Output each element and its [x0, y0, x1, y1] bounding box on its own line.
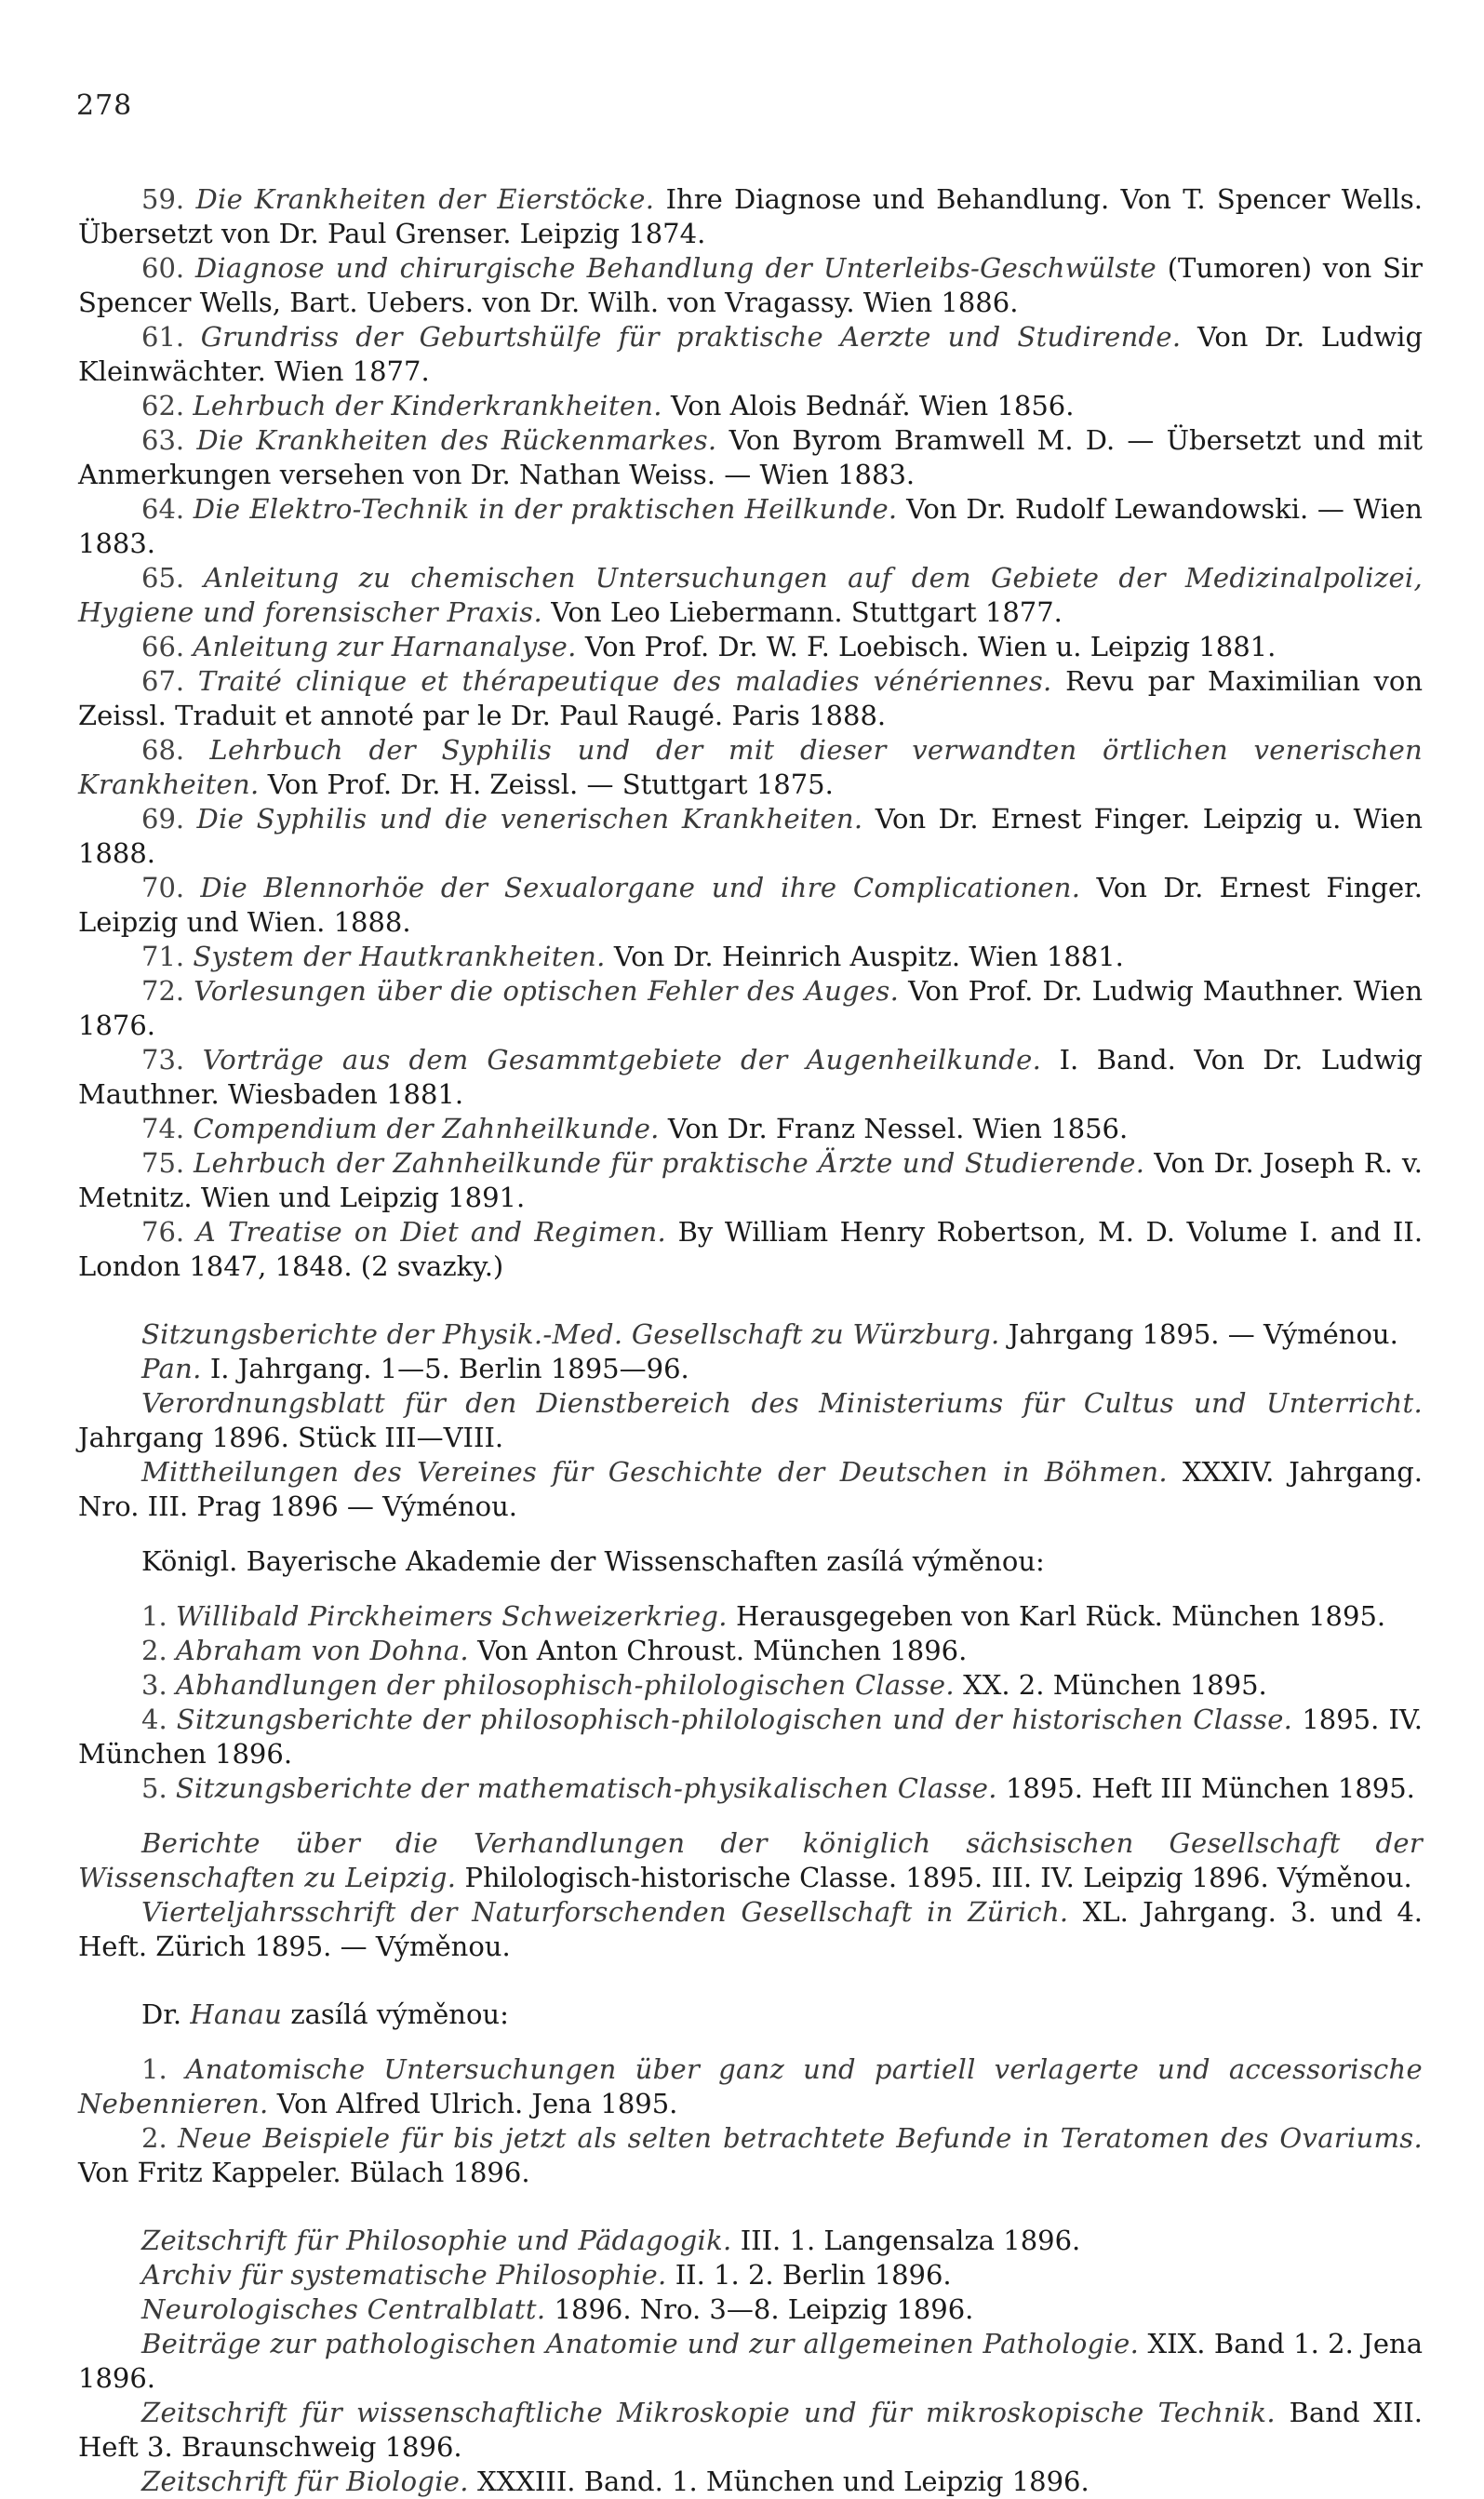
entry-number: 66.	[141, 631, 185, 662]
hanau-intro-name: Hanau	[190, 1998, 283, 2030]
entry-number: 63.	[141, 424, 185, 456]
entry-number: 68.	[141, 734, 185, 766]
entry-title: Verordnungsblatt für den Dienstbereich des Ministeriums für Cultus und Unterricht.	[141, 1387, 1423, 1419]
bibliography-entry	[78, 1317, 1423, 1352]
entry-number: 2.	[141, 1635, 167, 1666]
journal-list	[78, 2224, 1423, 2499]
entry-title: Sitzungsberichte der Physik.-Med. Gesellschaft zu Würzburg.	[141, 1318, 1000, 1350]
entry-number: 4.	[141, 1704, 167, 1735]
entry-title: Lehrbuch der Syphilis und der mit dieser verwandten örtlichen venerischen Krankheiten.	[78, 734, 1424, 800]
bibliography-entry	[78, 1703, 1423, 1771]
hanau-list	[78, 2052, 1423, 2190]
bibliography-entry	[78, 182, 1423, 251]
entry-title: Zeitschrift für wissenschaftliche Mikroskopie und für mikroskopische Technik.	[141, 2397, 1276, 2428]
bibliography-entry	[78, 2121, 1423, 2190]
entry-details: Jahrgang 1895. — Výménou.	[1008, 1318, 1398, 1350]
entry-details: Von Leo Liebermann. Stuttgart 1877.	[551, 596, 1063, 628]
entry-title: Grundriss der Geburtshülfe für praktische Aerzte und Studirende.	[200, 321, 1182, 353]
exchange-list-2	[78, 1826, 1423, 1964]
bibliography-entry	[78, 802, 1423, 871]
entry-number: 74.	[141, 1113, 185, 1144]
entry-title: Zeitschrift für Philosophie und Pädagogik.	[141, 2225, 732, 2256]
entry-title: Mittheilungen des Vereines für Geschichte der Deutschen in Böhmen.	[141, 1456, 1168, 1488]
bibliography-entry	[78, 1455, 1423, 1524]
bibliography-entry	[78, 1668, 1423, 1703]
bibliography-entry	[78, 630, 1423, 664]
bibliography-entry	[78, 940, 1423, 974]
entry-title: Sitzungsberichte der mathematisch-physikalischen Classe.	[175, 1772, 997, 1804]
entry-details: Von Dr. Rudolf Lewandowski. — Wien 1883.	[78, 493, 1423, 559]
academy-intro: Königl. Bayerische Akademie der Wissenschaften zasílá výměnou:	[141, 1545, 1045, 1577]
entry-number: 2.	[141, 2122, 167, 2154]
entry-details: I. Band. Von Dr. Ludwig Mauthner. Wiesbaden 1881.	[78, 1044, 1423, 1110]
entry-details: I. Jahrgang. 1—5. Berlin 1895—96.	[209, 1353, 689, 1384]
entry-details: Von Prof. Dr. H. Zeissl. — Stuttgart 1875.	[267, 768, 834, 800]
entry-details: III. 1. Langensalza 1896.	[740, 2225, 1081, 2256]
entry-title: Lehrbuch der Kinderkrankheiten.	[193, 390, 662, 421]
entry-title: Compendium der Zahnheilkunde.	[193, 1113, 660, 1144]
entry-title: Archiv für systematische Philosophie.	[141, 2259, 667, 2291]
entry-details: Von Dr. Ernest Finger. Leipzig u. Wien 1888.	[78, 803, 1424, 869]
entry-number: 71.	[141, 941, 185, 972]
bibliography-entry	[78, 1895, 1423, 1964]
entry-title: Berichte über die Verhandlungen der königlich sächsischen Gesellschaft der Wissenschaften zu Leipzig.	[78, 1827, 1423, 1893]
entry-details: 1895. Heft III München 1895.	[1005, 1772, 1415, 1804]
entry-details: Von Alfred Ulrich. Jena 1895.	[276, 2088, 678, 2119]
entry-title: Die Blennorhöe der Sexualorgane und ihre Complicationen.	[200, 872, 1081, 903]
entry-details: XXXIII. Band. 1. München und Leipzig 1896.	[477, 2466, 1090, 2497]
entry-title: Die Elektro-Technik in der praktischen Heilkunde.	[193, 493, 898, 525]
entry-details: Von Dr. Joseph R. v. Metnitz. Wien und Leipzig 1891.	[78, 1147, 1424, 1213]
bibliography-entry	[78, 2052, 1423, 2121]
entry-details: Von Prof. Dr. Ludwig Mauthner. Wien 1876.	[78, 975, 1423, 1041]
entry-number: 5.	[141, 1772, 167, 1804]
entry-number: 73.	[141, 1044, 185, 1076]
entry-title: Willibald Pirckheimers Schweizerkrieg.	[175, 1600, 728, 1632]
bibliography-entry	[78, 2258, 1423, 2292]
hanau-intro	[78, 1998, 1423, 2032]
entry-title: Beiträge zur pathologischen Anatomie und zur allgemeinen Pathologie.	[141, 2328, 1140, 2359]
entry-details: Band XII. Heft 3. Braunschweig 1896.	[78, 2397, 1423, 2463]
entry-title: Abhandlungen der philosophisch-philologischen Classe.	[175, 1669, 955, 1701]
entry-title: Die Syphilis und die venerischen Krankheiten.	[196, 803, 863, 835]
bibliography-entry	[78, 2327, 1423, 2396]
bibliography-entry	[78, 733, 1423, 802]
bibliography-entry	[78, 1043, 1423, 1112]
bibliography-entry	[78, 1634, 1423, 1668]
entry-details: Von Dr. Ernest Finger. Leipzig und Wien. 1888.	[78, 872, 1424, 938]
entry-details: XX. 2. München 1895.	[963, 1669, 1267, 1701]
entry-details: Von Fritz Kappeler. Bülach 1896.	[78, 2157, 530, 2188]
exchange-list-1	[78, 1317, 1423, 1524]
entry-details: 1896. Nro. 3—8. Leipzig 1896.	[554, 2293, 974, 2325]
bibliography-entry	[78, 423, 1423, 492]
entry-number: 67.	[141, 665, 185, 697]
bibliography-entry	[78, 974, 1423, 1043]
entry-details: 1895. IV. München 1896.	[78, 1704, 1423, 1770]
entry-details: Ihre Diagnose und Behandlung. Von T. Spencer Wells. Übersetzt von Dr. Paul Grenser. Leipzig 1874.	[78, 183, 1423, 249]
entry-details: Von Prof. Dr. W. F. Loebisch. Wien u. Leipzig 1881.	[584, 631, 1277, 662]
entry-details: Von Dr. Heinrich Auspitz. Wien 1881.	[613, 941, 1124, 972]
bibliography-entry	[78, 1112, 1423, 1146]
bibliography-entry	[78, 320, 1423, 389]
entry-title: Die Krankheiten des Rückenmarkes.	[196, 424, 717, 456]
entry-details: XL. Jahrgang. 3. und 4. Heft. Zürich 1895. — Výměnou.	[78, 1896, 1423, 1962]
entry-details: II. 1. 2. Berlin 1896.	[675, 2259, 952, 2291]
entry-title: Anatomische Untersuchungen über ganz und partiell verlagerte und accessorische Nebennieren.	[78, 2053, 1423, 2119]
entry-number: 1.	[141, 1600, 167, 1632]
hanau-intro-prefix: Dr.	[141, 1998, 182, 2030]
entry-title: Anleitung zur Harnanalyse.	[193, 631, 577, 662]
bibliography-entry	[78, 1352, 1423, 1386]
bibliography-entry	[78, 871, 1423, 940]
entry-details: Von Byrom Bramwell M. D. — Übersetzt und mit Anmerkungen versehen von Dr. Nathan Weiss. — Wien 1883.	[78, 424, 1424, 490]
entry-title: Vorlesungen über die optischen Fehler des Auges.	[194, 975, 900, 1007]
entry-title: Diagnose und chirurgische Behandlung der Unterleibs-Geschwülste	[194, 252, 1157, 284]
entry-title: Pan.	[141, 1353, 202, 1384]
bibliography-entry	[78, 2396, 1423, 2465]
entry-details: Von Anton Chroust. München 1896.	[477, 1635, 968, 1666]
bibliography-entry	[78, 1386, 1423, 1455]
entry-title: Abraham von Dohna.	[175, 1635, 469, 1666]
page-content	[78, 182, 1423, 2499]
entry-title: Neurologisches Centralblatt.	[141, 2293, 546, 2325]
bibliography-entry	[78, 1146, 1423, 1215]
entry-title: Lehrbuch der Zahnheilkunde für praktische Ärzte und Studierende.	[194, 1147, 1145, 1179]
bibliography-entry	[78, 1599, 1423, 1634]
entry-number: 72.	[141, 975, 185, 1007]
entry-details: Von Dr. Franz Nessel. Wien 1856.	[667, 1113, 1129, 1144]
entry-title: Vorträge aus dem Gesammtgebiete der Augenheilkunde.	[202, 1044, 1042, 1076]
numbered-entries	[78, 182, 1423, 1284]
entry-details: Herausgegeben von Karl Rück. München 1895.	[736, 1600, 1386, 1632]
bibliography-entry	[78, 1215, 1423, 1284]
entry-title: Traité clinique et thérapeutique des maladies vénériennes.	[197, 665, 1052, 697]
entry-number: 70.	[141, 872, 185, 903]
entry-number: 76.	[141, 1216, 185, 1248]
entry-details: Von Alois Bednář. Wien 1856.	[671, 390, 1075, 421]
entry-number: 62.	[141, 390, 185, 421]
entry-number: 65.	[141, 562, 185, 594]
entry-details: Jahrgang 1896. Stück III—VIII.	[78, 1422, 504, 1453]
entry-number: 69.	[141, 803, 185, 835]
entry-title: Sitzungsberichte der philosophisch-philologischen und der historischen Classe.	[176, 1704, 1293, 1735]
academy-list	[78, 1599, 1423, 1806]
entry-title: Die Krankheiten der Eierstöcke.	[195, 183, 655, 215]
bibliography-entry	[78, 389, 1423, 423]
entry-details: Revu par Maximilian von Zeissl. Traduit et annoté par le Dr. Paul Raugé. Paris 1888.	[78, 665, 1423, 731]
hanau-intro-suffix: zasílá výměnou:	[290, 1998, 509, 2030]
entry-number: 3.	[141, 1669, 167, 1701]
bibliography-entry	[78, 1826, 1423, 1895]
entry-details: XXXIV. Jahrgang. Nro. III. Prag 1896 — Výménou.	[78, 1456, 1424, 1522]
entry-number: 60.	[141, 252, 185, 284]
entry-title: Neue Beispiele für bis jetzt als selten betrachtete Befunde in Teratomen des Ovariums.	[178, 2122, 1423, 2154]
entry-number: 59.	[141, 183, 185, 215]
entry-number: 61.	[141, 321, 185, 353]
entry-details: Von Dr. Ludwig Kleinwächter. Wien 1877.	[78, 321, 1424, 387]
entry-title: Anleitung zu chemischen Untersuchungen auf dem Gebiete der Medizinalpolizei, Hygiene und forensischer Praxis.	[78, 562, 1423, 628]
bibliography-entry	[78, 2224, 1423, 2258]
entry-details: (Tumoren) von Sir Spencer Wells, Bart. Uebers. von Dr. Wilh. von Vragassy. Wien 1886.	[78, 252, 1423, 318]
bibliography-entry	[78, 1771, 1423, 1806]
bibliography-entry	[78, 492, 1423, 561]
entry-number: 1.	[141, 2053, 167, 2085]
bibliography-entry	[78, 664, 1423, 733]
entry-number: 64.	[141, 493, 185, 525]
bibliography-entry	[78, 2292, 1423, 2327]
entry-title: Zeitschrift für Biologie.	[141, 2466, 469, 2497]
entry-title: A Treatise on Diet and Regimen.	[195, 1216, 666, 1248]
bibliography-entry	[78, 561, 1423, 630]
entry-details: Philologisch-historische Classe. 1895. III. IV. Leipzig 1896. Výměnou.	[464, 1862, 1412, 1893]
bibliography-entry	[78, 251, 1423, 320]
entry-number: 75.	[141, 1147, 185, 1179]
entry-details: XIX. Band 1. 2. Jena 1896.	[78, 2328, 1424, 2394]
entry-title: System der Hautkrankheiten.	[193, 941, 606, 972]
page-number: 278	[76, 89, 133, 122]
entry-details: By William Henry Robertson, M. D. Volume I. and II. London 1847, 1848. (2 svazky.)	[78, 1216, 1424, 1282]
entry-title: Vierteljahrsschrift der Naturforschenden Gesellschaft in Zürich.	[141, 1896, 1069, 1928]
